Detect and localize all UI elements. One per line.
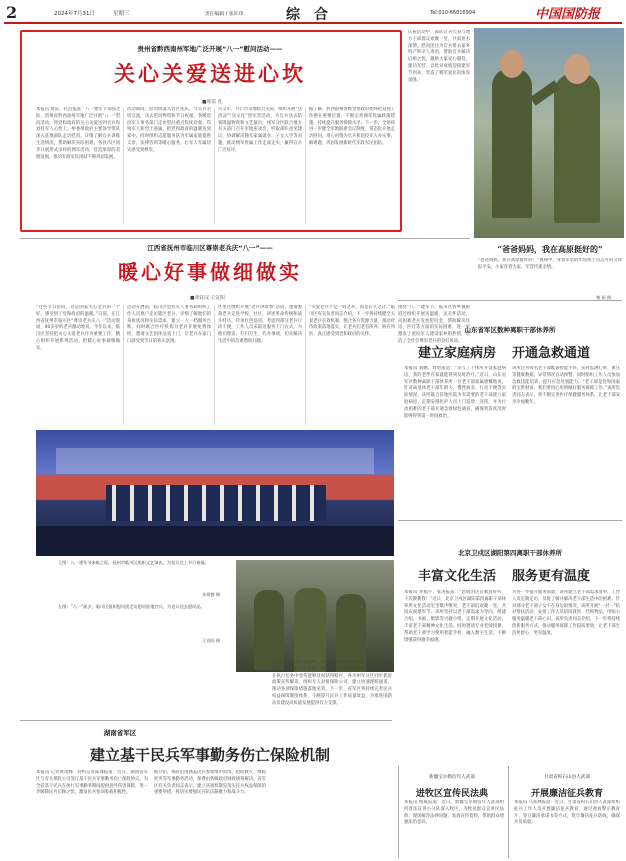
header-rule — [4, 22, 622, 24]
article2-caption-top: 上图：八一建军节来临之际，抚州市临川区组织文艺演出，为老兵送上节日祝福。 — [58, 560, 209, 565]
article2-body-col2: 活动开展前，临川区退役军人事务局组织工作人员逐户走访辖区老兵，详细了解他们的身体状况和实际需求，建立一人一档服务台账。同时联合医疗机构为老兵开展免费体检，邀请文艺团体送戏上门，让老兵在家门口感受到节日的喜庆氛围。 — [127, 305, 211, 344]
article2-credit-bottom: 王宣阳 摄 — [202, 638, 221, 643]
soldiers-photo-right — [474, 28, 624, 238]
article3-title-left: 建立家庭病房 — [418, 346, 497, 361]
issue-weekday: 星期三 — [113, 11, 130, 17]
article3-title-right: 开通急救通道 — [512, 346, 591, 361]
article1-body-col1: 本报讯 庞雷、孔昌报道：八一建军节来临之际，贵州省黔西南州军地广泛开展“八一”慰问活动，将党和政府的关心关爱送到官兵和退役军人心坎上。州委州政府主要领导带队深入驻地部队走访慰问，详细了解官兵训练生活情况，帮助解决实际困难。各县市区同步开展形式多样的拥军活动，营造浓厚的双拥氛围，推动军政军民团结不断巩固发展。 — [36, 107, 120, 160]
phone-number: Tel:010-66816994 — [430, 10, 476, 16]
section-divider — [20, 238, 470, 239]
photo-right-caption-body: “爸爸妈妈，我在高原挺好的！”视频中，身着军装的年轻战士向远方的父母报平安，小家连着大家，军营传递亲情。 — [478, 258, 622, 270]
section-divider — [398, 300, 622, 301]
photo-right-credit: 黎 娟 摄 — [596, 295, 612, 300]
article6-subtitle: 新疆宝尔勒衍年人武部 — [429, 775, 475, 780]
article5-subtitle: 湖南省军区 — [103, 729, 137, 737]
article3-body-col2: 该所还为每名老干部配备智能手环，实时监测心率、血压等健康数据，异常情况自动预警。同时组织工作人员参加急救技能培训，提升应急处置能力。“老干部是党和国家的宝贵财富，我们要用心用情做好服务保障工作。”该所负责同志表示，将不断完善医疗保健服务体系，让老干部安享幸福晚年。 — [512, 366, 620, 405]
column-divider — [123, 108, 124, 224]
responsible-editor: 责任编辑 / 张轩玮 — [205, 12, 244, 17]
article5-title: 建立基干民兵军事勤务伤亡保险机制 — [89, 746, 330, 764]
article6-body: 本报讯 杨威报道：近日，新疆宝尔勒衍年人武部组织普法宣讲小分队深入牧区，为牧民群众宣讲民法典，现场解答法律问题，发放宣传资料，帮助群众增强法治意识。 — [404, 800, 504, 826]
article2-byline: ■邓钰汉 王宣阳 — [190, 296, 225, 301]
article4-title-right: 服务更有温度 — [512, 569, 591, 584]
veterans-photo — [236, 560, 394, 672]
article1-title: 关心关爱送进心坎 — [114, 61, 306, 86]
page-number: 2 — [6, 3, 18, 22]
right-top-body-col1: 庆祝活动中，部队官兵代表与地方干部群众欢聚一堂，共叙鱼水深情。慰问团还为官兵带去家乡特产和亲人寄语，帮助官兵解决后顾之忧，激励大家安心服役、建功军营，以优异成绩迎接建军节到来，营造了拥军爱民的浓厚氛围。 — [408, 30, 470, 83]
article2-caption-bottom: 左图：“八一”前夕，临川区组织慰问团走访慰问驻地官兵，为老兵送去慰问品。 — [58, 604, 205, 609]
article1-byline: ■庞雷 孔 — [202, 100, 223, 105]
column-divider — [214, 305, 215, 425]
photo-right-caption-title: “爸爸妈妈，我在高原挺好的” — [497, 244, 603, 254]
column-divider — [214, 108, 215, 224]
section-divider — [398, 520, 622, 521]
article2-body-col4: “关爱老兵不是一时之举，而是长久之计。”临川区有关负责同志介绍，下一步将持续健全关爱老兵长效机制，整合各方资源力量，推动优待政策落地落实，让老兵们老有所养、病有所医，真正感受到党和政府的关怀。 — [309, 305, 395, 338]
article5-body-col1: 本报讯 记者黄凌峰、特约记者陈骞报道：近日，湖南省军区与有关保险公司签订基干民兵军事勤务伤亡保险协议，为全省基干民兵在执行军事勤务期间提供意外伤害保障，进一步解除民兵后顾之忧，激发民兵参训参战积极性。 — [36, 770, 148, 796]
article7-subtitle: 甘肃省积石山县人武部 — [544, 775, 590, 780]
article2-credit-top: 朱炳德 摄 — [202, 592, 221, 597]
article4-body-col1: 本报讯 李福宇、张涛报道：“您唱的这首歌真好听，下次教教我！”近日，北京卫戍区湖阳第四离职干部休养所文化活动室里歌声嘹亮，老干部们欢聚一堂，共同庆祝建军节。该所坚持以老干部需求为导向，组建合唱、书画、摄影等兴趣小组，定期开展文化活动，丰富老干部精神文化生活。同时邀请专业老师授课，帮助老干部学习使用智能手机，融入数字生活，不断增强获得感幸福感。 — [404, 590, 506, 643]
article3-body-col1: 本报讯 刘鹏、周勇报道：“多亏了干休所开设家庭病房，我的老伴在家就能得到及时治疗。”近日，山东省军区数种离职干部休养所一位老干部家属感慨地说。针对离退休老干部年龄大、慢性病多、行动不便等实际情况，该所联合驻地医院为有需要的老干部建立家庭病房，定期安排医护人员上门巡诊、送药，并为行动困难的老干部开通急救绿色通道，确保突发状况时能够得到第一时间救治。 — [404, 366, 506, 419]
article5-body-col3: 在此次机制建立过程中，省军区多次组织调研论证，广泛听取基层人武部和民兵意见，明确理赔流程和保障标准，确保民兵在执行任务中受伤能够及时获得赔付。各市州军分区同步抓好政策宣传解读，组织专人对接保险公司，建立快速理赔通道，推动各项保障措施落地见效。下一步，省军区将持续完善民兵权益保障制度体系，不断提升民兵工作质量效益，为推进国防动员建设高质量发展提供有力支撑。 — [272, 660, 392, 706]
stage-performance-photo — [36, 430, 394, 556]
article1-body-col4: 据了解，黔西南州各级党委政府始终把双拥工作摆在重要位置，不断完善拥军优属政策措施，持续提升服务保障水平。下一步，全州将进一步健全军地联席会议制度，常态化开展走访慰问，用心用情为官兵和退役军人办实事、解难题，巩固发展新时代军政军民团结。 — [309, 107, 395, 146]
article2-body-col3: 区里还组织开展“老兵讲故事”活动，邀请参战老兵走进学校、社区，讲述革命传统和战斗经历，传承红色基因。考虑到部分老兵行动不便，工作人员采取送服务上门方式，为他们理发、打扫卫生、代办事项，切实解决生活中的急难愁盼问题。 — [218, 305, 302, 344]
article2-body-right: 围绕“八一”建军节，临川区各乡镇街道还组织开展送温暖、送关怀活动，向困难老兵发放慰问金，帮助解决住房、医疗等方面的实际困难，进一步激发了退役军人建设家乡的热情，营造了全社会尊崇老兵的良好风尚。 — [398, 305, 470, 344]
column-divider — [305, 305, 306, 425]
article2-subtitle: 江西省抚州市临川区尊崇老兵庆“八一”—— — [147, 244, 273, 252]
article1-body-col2: 活动期间，慰问组深入营区连队，与官兵亲切交流，送去慰问物资和节日祝福。各级退役军人事务部门走访慰问重点优抚对象、伤残军人和烈士遗属，把党和政府的温暖送到家中。同时组织志愿服务队为军属家庭提供义诊、法律咨询等暖心服务，让军人军属切实感受到尊崇。 — [127, 107, 211, 153]
article7-body: 本报讯 马富林报道：近日，甘肃省积石山县人武部组织征兵工作人员开展廉洁征兵教育，通过观看警示教育片、签订廉洁承诺书等方式，筑牢廉洁征兵防线，确保兵员质量。 — [514, 800, 620, 826]
article2-body-col1: “这些节日慰问，这是国家关心老兵的一个好，感受到了党和政府的温暖。”日前，在江西省抚州市临川区“尊崇老兵庆八一”活动现场，90多岁的老兵激动地说。今年以来，临川区坚持把关心关爱老兵作为重要工作，精心组织开展系列活动，把暖心好事做细做实。 — [36, 305, 120, 351]
article4-title-left: 丰富文化生活 — [418, 569, 497, 584]
article7-title: 开展廉洁征兵教育 — [530, 789, 603, 799]
column-divider — [123, 305, 124, 425]
column-divider — [398, 766, 399, 858]
article1-body-col3: 兴义市、兴仁市等地结合实际，组织开展“送清凉”“送文化”进军营活动，为官兵送去防暑降温物资和文艺演出。州军分区联合地方有关部门召开军地座谈会，听取部队意见建议，协调解决随军家属就业、子女入学等问题，推动拥军优属工作走深走实，赢得官兵广泛好评。 — [218, 107, 302, 153]
column-divider — [305, 108, 306, 224]
article3-subtitle: 山东省军区数种离职干部休养所 — [464, 326, 556, 334]
article6-title: 进牧区宣传民法典 — [415, 789, 488, 799]
article1-subtitle: 贵州省黔西南州军地广泛开展“八一”慰问活动—— — [137, 45, 283, 53]
article4-body-col2: 为进一步提升服务质量，该所建立老干部需求清单，工作人员定期走访，及时了解并解决老干部生活中的困难。针对部分老干部子女不在身边的情况，该所开展“一对一”结对帮扶活动，安排工作人员陪同就医、代购物品，用贴心服务温暖老干部心田。该所负责同志介绍，下一步将持续创新服务方式，推动服务保障工作提质增效，让老干部生活更舒心、更有温度。 — [512, 590, 620, 636]
issue-date: 2024年7月31日 — [54, 11, 95, 17]
column-divider — [508, 766, 509, 858]
masthead-logo: 中国国防报 — [535, 7, 601, 22]
article4-subtitle: 北京卫戍区湖阳第四离职干部休养所 — [458, 549, 562, 557]
section-title: 综 合 — [286, 7, 328, 23]
article5-body-col2: 据介绍，保险范围涵盖民兵参加集中训练、抢险救灾、维稳处突等军事勤务活动，保费由各级政府财政统筹解决。省军区有关负责同志表示，建立该项机制是落实民兵权益保障的重要举措，将切实增强民兵队伍凝聚力和战斗力。 — [154, 770, 266, 796]
article2-title: 暖心好事做细做实 — [118, 260, 302, 284]
